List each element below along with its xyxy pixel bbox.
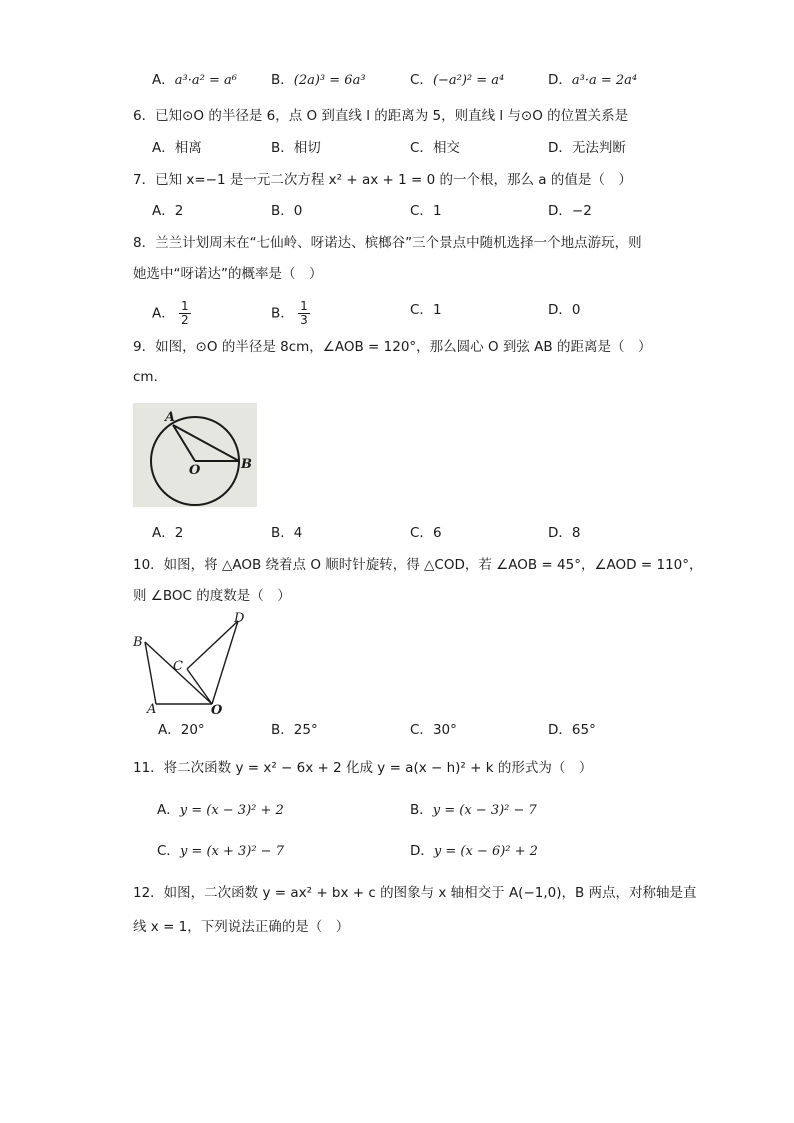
q11-option-d[interactable] <box>410 841 538 862</box>
q9-option-d[interactable] <box>548 523 581 543</box>
option-label: A． <box>158 722 181 738</box>
fraction-numerator: 1 <box>300 299 308 313</box>
option-label: B． <box>271 305 294 322</box>
option-text: 相交 <box>432 140 460 156</box>
point-o-label: O <box>211 703 223 717</box>
q9-figure-circle <box>133 403 257 507</box>
q5-option-b[interactable] <box>271 70 366 91</box>
option-label: B． <box>271 140 294 156</box>
q10-option-d[interactable] <box>548 720 596 740</box>
point-b-label: B <box>133 635 143 650</box>
option-text: 无法判断 <box>571 140 626 156</box>
option-expr: a³·a² = a⁶ <box>174 73 237 88</box>
option-expr: y = (x − 6)² + 2 <box>433 844 538 859</box>
option-text: 30° <box>432 722 457 738</box>
point-b-label: B <box>241 457 252 472</box>
q10-option-b[interactable] <box>271 720 318 740</box>
q11-option-b[interactable] <box>410 800 537 821</box>
option-text: 65° <box>571 722 596 738</box>
point-a-label: A <box>165 410 176 425</box>
q5-option-c[interactable] <box>410 70 504 91</box>
option-label: B． <box>271 525 294 541</box>
option-text: 0 <box>571 302 581 318</box>
q7-option-c[interactable] <box>410 201 442 221</box>
option-label: D． <box>548 72 572 88</box>
option-expr: (−a²)² = a⁴ <box>432 73 505 88</box>
fraction <box>179 300 191 327</box>
option-expr: y = (x − 3)² + 2 <box>179 803 284 818</box>
option-label: A． <box>157 802 180 818</box>
q9-stem-line2: cm． <box>133 369 168 385</box>
q12-stem-line1: 12．如图，二次函数 y = ax² + bx + c 的图象与 x 轴相交于 A(−1,0)，B 两点，对称轴是直 <box>133 885 697 901</box>
q12-stem-line2: 线 x = 1，下列说法正确的是（ ） <box>133 919 350 935</box>
q7-option-b[interactable] <box>271 201 302 221</box>
option-text: 相切 <box>293 140 321 156</box>
q6-option-a[interactable] <box>152 138 202 158</box>
fraction-numerator: 1 <box>181 299 189 313</box>
q8-option-b[interactable] <box>271 300 310 327</box>
q6-option-b[interactable] <box>271 138 321 158</box>
q10-option-a[interactable] <box>158 720 205 740</box>
q8-stem-line1: 8．兰兰计划周末在“七仙岭、呀诺达、槟榔谷”三个景点中随机选择一个地点游玩，则 <box>133 235 642 251</box>
q9-option-c[interactable] <box>410 523 442 543</box>
q11-stem: 11．将二次函数 y = x² − 6x + 2 化成 y = a(x − h)² + k 的形式为（ ） <box>133 760 593 776</box>
option-label: D． <box>548 722 572 738</box>
option-label: B． <box>271 203 294 219</box>
option-text: 相离 <box>174 140 202 156</box>
option-label: B． <box>271 722 294 738</box>
option-label: D． <box>548 302 572 318</box>
option-label: D． <box>548 525 572 541</box>
option-text: 1 <box>432 302 442 318</box>
option-text: −2 <box>571 203 592 219</box>
option-label: B． <box>410 802 433 818</box>
option-text: 20° <box>180 722 205 738</box>
option-text: 25° <box>293 722 318 738</box>
fraction <box>298 300 310 327</box>
segment-co <box>187 669 212 704</box>
q5-option-a[interactable] <box>152 70 237 91</box>
option-text: 0 <box>293 203 303 219</box>
q9-stem-line1: 9．如图，⊙O 的半径是 8cm，∠AOB = 120°，那么圆心 O 到弦 AB 的距离是（ ） <box>133 339 652 355</box>
point-c-label: C <box>173 659 183 674</box>
point-d-label: D <box>234 611 245 626</box>
fraction-denominator: 3 <box>300 313 308 327</box>
q8-option-d[interactable] <box>548 300 581 320</box>
q6-option-c[interactable] <box>410 138 460 158</box>
option-label: C． <box>410 140 433 156</box>
option-label: A． <box>152 525 175 541</box>
option-label: A． <box>152 305 175 322</box>
q10-stem-line1: 10．如图，将 △AOB 绕着点 O 顺时针旋转，得 △COD，若 ∠AOB = 45°，∠AOD = 110°， <box>133 557 703 573</box>
option-text: 2 <box>174 525 184 541</box>
q8-option-c[interactable] <box>410 300 442 320</box>
q7-option-d[interactable] <box>548 201 592 221</box>
option-label: A． <box>152 140 175 156</box>
option-label: D． <box>548 140 572 156</box>
option-label: C． <box>410 525 433 541</box>
q11-option-c[interactable] <box>157 841 284 862</box>
q11-option-a[interactable] <box>157 800 284 821</box>
option-label: A． <box>152 203 175 219</box>
option-label: A． <box>152 72 175 88</box>
option-label: D． <box>548 203 572 219</box>
fraction-denominator: 2 <box>181 313 189 327</box>
q8-stem-line2: 她选中“呀诺达”的概率是（ ） <box>133 266 323 282</box>
q7-stem: 7．已知 x=−1 是一元二次方程 x² + ax + 1 = 0 的一个根，那么 a 的值是（ ） <box>133 172 632 188</box>
option-expr: y = (x + 3)² − 7 <box>179 844 284 859</box>
option-label: C． <box>157 843 180 859</box>
q8-option-a[interactable] <box>152 300 191 327</box>
option-text: 8 <box>571 525 581 541</box>
q6-option-d[interactable] <box>548 138 626 158</box>
point-o-label: O <box>189 463 201 478</box>
option-label: C． <box>410 302 433 318</box>
point-a-label: A <box>147 702 157 717</box>
q5-option-d[interactable] <box>548 70 637 91</box>
q6-stem: 6．已知⊙O 的半径是 6，点 O 到直线 l 的距离为 5，则直线 l 与⊙O 的位置关系是 <box>133 108 629 124</box>
option-expr: (2a)³ = 6a³ <box>293 73 366 88</box>
q9-option-b[interactable] <box>271 523 302 543</box>
q10-stem-line2: 则 ∠BOC 的度数是（ ） <box>133 588 291 604</box>
q9-option-a[interactable] <box>152 523 183 543</box>
option-expr: a³·a = 2a⁴ <box>571 73 638 88</box>
option-label: D． <box>410 843 434 859</box>
option-text: 6 <box>432 525 442 541</box>
q10-figure-rotation <box>130 609 252 717</box>
option-text: 4 <box>293 525 303 541</box>
option-label: C． <box>410 722 433 738</box>
option-expr: y = (x − 3)² − 7 <box>432 803 537 818</box>
option-text: 1 <box>432 203 442 219</box>
option-label: C． <box>410 72 433 88</box>
q7-option-a[interactable] <box>152 201 183 221</box>
option-text: 2 <box>174 203 184 219</box>
q10-option-c[interactable] <box>410 720 457 740</box>
option-label: C． <box>410 203 433 219</box>
option-label: B． <box>271 72 294 88</box>
